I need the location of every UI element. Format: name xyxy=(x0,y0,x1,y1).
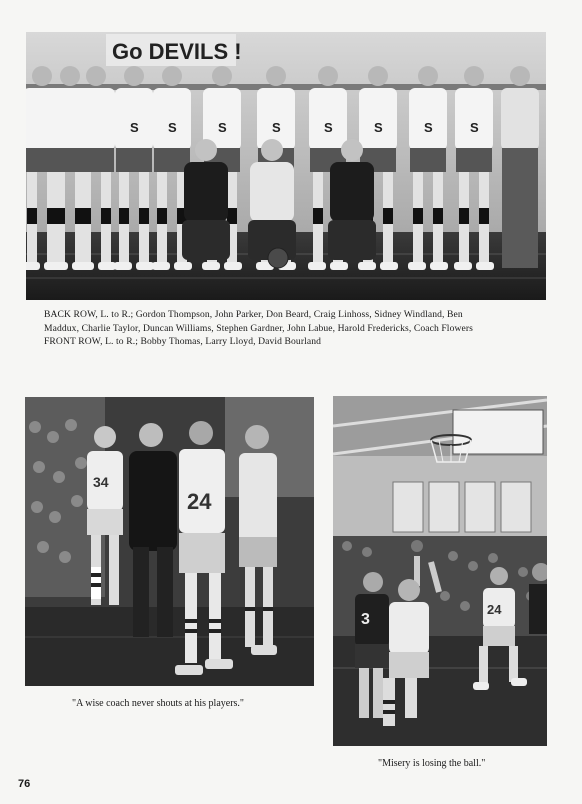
coach-photo-caption: "A wise coach never shouts at his players." xyxy=(72,698,245,709)
jersey-letter: S xyxy=(470,120,479,135)
coach-huddle-photo xyxy=(25,397,314,686)
jersey-letter: S xyxy=(424,120,433,135)
svg-text:3: 3 xyxy=(361,611,370,628)
jersey-letter: S xyxy=(324,120,333,135)
jump-shot-image xyxy=(333,396,547,746)
svg-text:Go DEVILS !: Go DEVILS ! xyxy=(112,39,242,64)
jersey-letter: S xyxy=(130,120,139,135)
jersey-letter: S xyxy=(218,120,227,135)
jersey-letter: S xyxy=(168,120,177,135)
jersey-letter: S xyxy=(272,120,281,135)
jump-shot-caption: "Misery is losing the ball." xyxy=(378,758,486,769)
go-devils-banner xyxy=(106,34,242,66)
caption-line-back-row-continued: Maddux, Charlie Taylor, Duncan Williams, Stephen Gardner, John Labue, Harold Fredericks, Coach Flowers xyxy=(44,322,473,334)
basketball xyxy=(268,248,288,268)
team-caption xyxy=(44,308,540,349)
caption-line-front-row: FRONT ROW, L. to R.; Bobby Thomas, Larry Lloyd, David Bourland xyxy=(44,336,322,348)
svg-text:34: 34 xyxy=(93,474,109,490)
svg-text:24: 24 xyxy=(187,489,212,514)
svg-text:24: 24 xyxy=(487,602,502,617)
page-number: 76 xyxy=(18,778,31,790)
jersey-letter: S xyxy=(374,120,383,135)
team-photo xyxy=(26,32,546,300)
back-row-player xyxy=(501,66,539,268)
caption-line-back-row: BACK ROW, L. to R.; Gordon Thompson, John Parker, Don Beard, Craig Linhoss, Sidney Windland, Ben xyxy=(44,309,463,320)
coach-huddle-image xyxy=(25,397,314,686)
team-photo-image xyxy=(26,32,546,300)
jump-shot-photo xyxy=(333,396,547,746)
